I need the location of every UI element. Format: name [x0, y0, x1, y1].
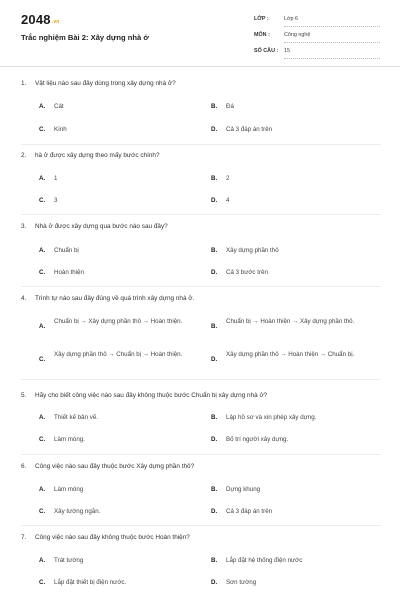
question-prompt: Công việc nào sau đây thuộc bước Xây dựng phần thô? — [35, 463, 195, 470]
option-letter: C. — [39, 579, 46, 586]
option-letter: D. — [211, 436, 218, 443]
option-letter: C. — [39, 356, 46, 363]
option-letter: B. — [211, 103, 218, 110]
option-text: Bố trí người xây dựng. — [226, 436, 289, 443]
option-text: Trát tường — [54, 557, 84, 564]
option-letter: B. — [211, 414, 218, 421]
header-divider — [0, 66, 400, 67]
class-field — [254, 14, 380, 27]
option-text: 4 — [226, 197, 230, 204]
option-text: Cả 3 bước trên — [226, 269, 268, 276]
option-letter: B. — [211, 323, 218, 330]
subject-field — [254, 30, 380, 43]
option-letter: A. — [39, 557, 46, 564]
option-text: Chuẩn bị — [54, 247, 79, 254]
option-letter: C. — [39, 436, 46, 443]
option-text: Xây dựng phần thô → Hoàn thiện → Chuẩn bị. — [226, 351, 355, 358]
option-letter: A. — [39, 323, 46, 330]
question-number: 2. — [21, 152, 27, 159]
question-separator — [21, 454, 381, 455]
question-number: 1. — [21, 80, 27, 87]
question-count-field — [254, 46, 380, 59]
question-prompt: Nhà ở được xây dựng qua bước nào sau đây? — [35, 223, 168, 230]
question-separator — [21, 286, 381, 287]
option-letter: D. — [211, 356, 218, 363]
question-count-underline — [284, 58, 380, 59]
option-text: 3 — [54, 197, 58, 204]
option-text: Cát — [54, 103, 64, 110]
question-number: 7. — [21, 534, 27, 541]
question-text — [21, 463, 194, 470]
option-text: Lập hồ sơ và xin phép xây dựng. — [226, 414, 317, 421]
option-letter: C. — [39, 126, 46, 133]
question-number: 4. — [21, 295, 27, 302]
option-text: Thiết kế bản vẽ. — [54, 414, 99, 421]
option-text: Cả 3 đáp án trên — [226, 126, 273, 133]
class-label: LỚP : — [254, 16, 269, 22]
option-letter: D. — [211, 197, 218, 204]
question-count-label: SỐ CÂU : — [254, 48, 279, 54]
option-text: Làm móng — [54, 486, 84, 493]
option-letter: C. — [39, 508, 46, 515]
class-underline — [284, 26, 380, 27]
option-letter: B. — [211, 557, 218, 564]
question-number: 3. — [21, 223, 27, 230]
option-letter: D. — [211, 579, 218, 586]
option-text: 2 — [226, 175, 230, 182]
site-logo[interactable] — [21, 12, 60, 27]
question-prompt: Vật liệu nào sau đây dùng trong xây dựng nhà ở? — [35, 80, 176, 87]
question-text — [21, 295, 194, 302]
option-letter: B. — [211, 486, 218, 493]
question-separator — [21, 379, 381, 380]
option-letter: B. — [211, 175, 218, 182]
option-letter: A. — [39, 247, 46, 254]
question-text — [21, 80, 176, 87]
option-text: Làm móng. — [54, 436, 85, 443]
option-text: 1 — [54, 175, 58, 182]
question-text — [21, 392, 267, 399]
question-separator — [21, 214, 381, 215]
option-text: Hoàn thiện — [54, 269, 84, 276]
option-text: Dựng khung — [226, 486, 261, 493]
option-text: Đá — [226, 103, 234, 110]
option-letter: A. — [39, 414, 46, 421]
subject-underline — [284, 42, 380, 43]
option-letter: D. — [211, 508, 218, 515]
class-value: Lớp 6 — [284, 16, 299, 22]
document-title: Trắc nghiệm Bài 2: Xây dựng nhà ở — [21, 33, 149, 42]
option-letter: A. — [39, 103, 46, 110]
option-text: Lắp đặt thiết bị điện nước. — [54, 579, 127, 586]
option-text: Chuẩn bị → Hoàn thiện → Xây dựng phần thô. — [226, 318, 355, 325]
option-text: Lắp đặt hệ thống điện nước — [226, 557, 303, 564]
option-text: Sơn tường — [226, 579, 257, 586]
question-text — [21, 152, 160, 159]
logo-suffix: .vn — [51, 19, 60, 25]
option-letter: C. — [39, 197, 46, 204]
option-text: Xây dựng phần thô — [226, 247, 279, 254]
question-number: 5. — [21, 392, 27, 399]
question-count-value: 15 — [284, 48, 290, 54]
option-letter: A. — [39, 175, 46, 182]
question-prompt: hà ở được xây dựng theo mấy bước chính? — [35, 152, 160, 159]
option-letter: A. — [39, 486, 46, 493]
worksheet-header — [0, 0, 400, 68]
option-text: Kính — [54, 126, 67, 133]
question-prompt: Hãy cho biết công việc nào sau đây không thuộc bước Chuẩn bị xây dựng nhà ở? — [35, 392, 268, 399]
question-prompt: Công việc nào sau đây không thuộc bước Hoàn thiện? — [35, 534, 190, 541]
option-letter: B. — [211, 247, 218, 254]
question-separator — [21, 144, 381, 145]
option-text: Xây dựng phần thô → Chuẩn bị → Hoàn thiện. — [54, 351, 183, 358]
logo-main: 2048 — [21, 12, 51, 27]
subject-label: MÔN : — [254, 32, 270, 38]
question-text — [21, 223, 168, 230]
option-text: Chuẩn bị → Xây dựng phần thô → Hoàn thiện. — [54, 318, 183, 325]
question-prompt: Trình tự nào sau đây đúng về quá trình xây dựng nhà ở. — [35, 295, 195, 302]
question-text — [21, 534, 190, 541]
option-letter: C. — [39, 269, 46, 276]
option-text: Xây tường ngăn. — [54, 508, 101, 515]
subject-value: Công nghệ — [284, 32, 311, 38]
option-letter: D. — [211, 126, 218, 133]
option-text: Cả 3 đáp án trên — [226, 508, 273, 515]
option-letter: D. — [211, 269, 218, 276]
question-separator — [21, 525, 381, 526]
question-number: 6. — [21, 463, 27, 470]
